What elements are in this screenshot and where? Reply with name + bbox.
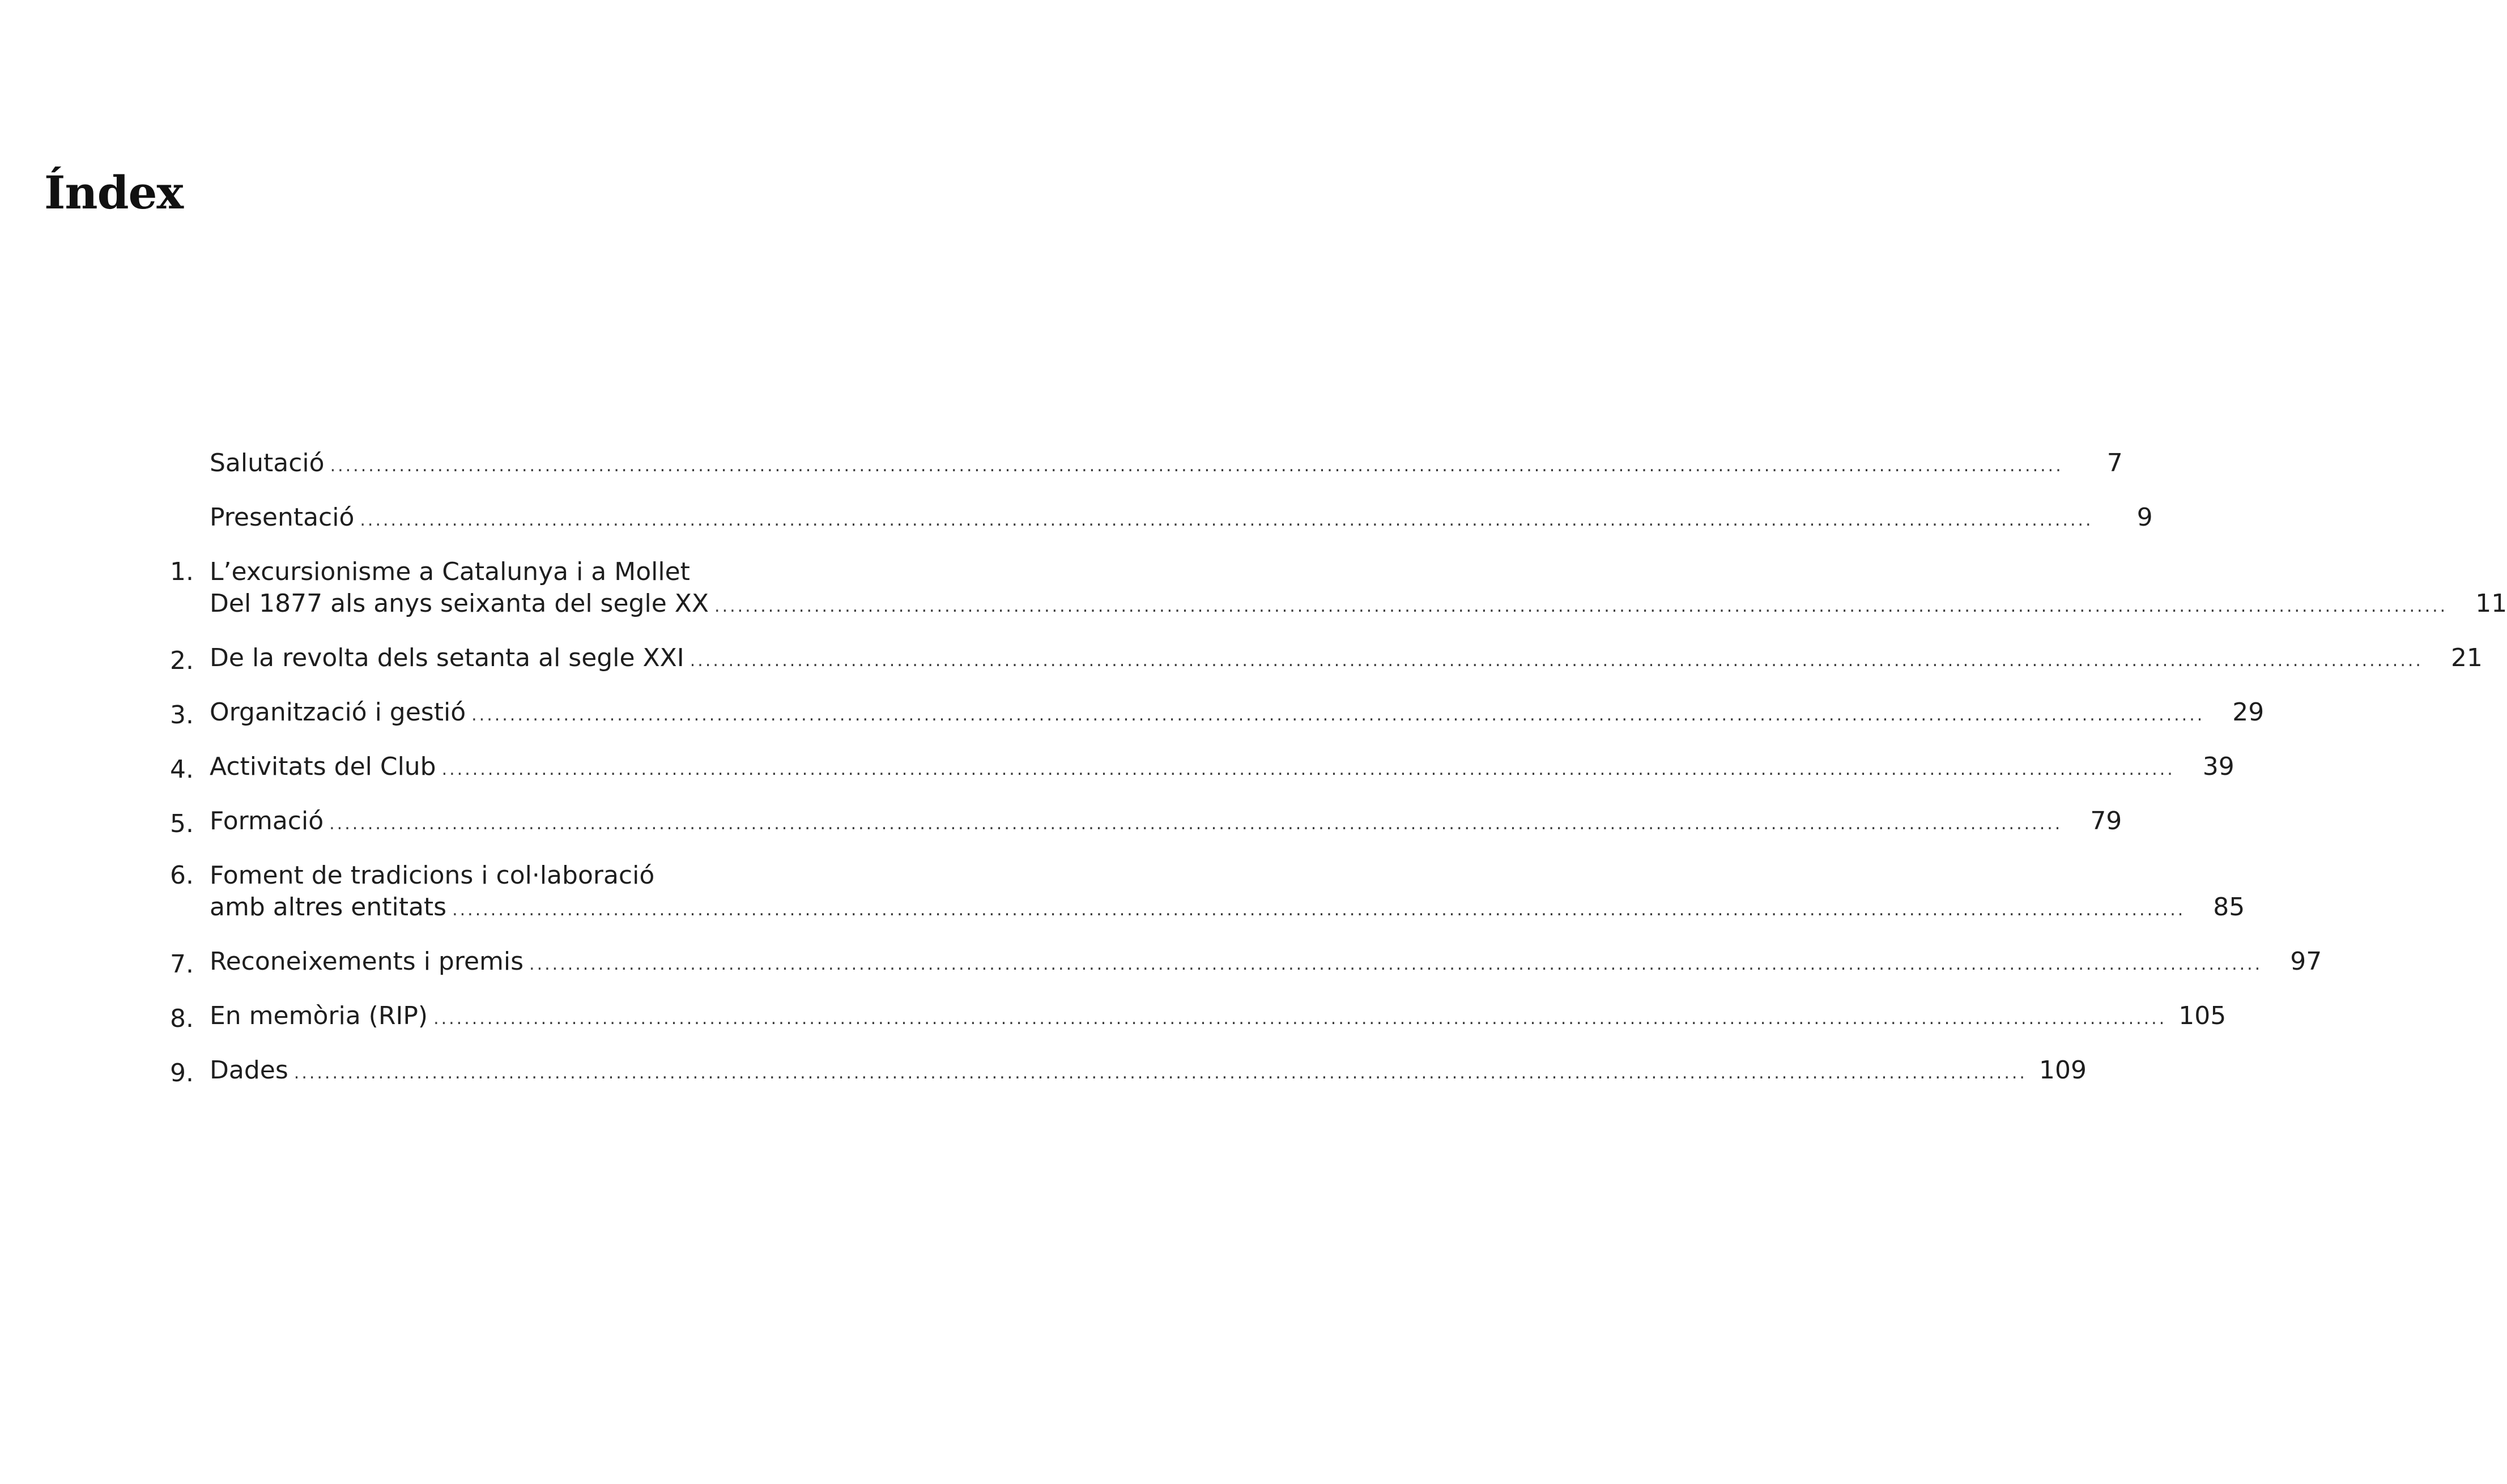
toc-entry-number: 6. — [170, 861, 194, 890]
toc-entry-chapter-6[interactable] — [170, 860, 2245, 926]
dot-leader — [690, 645, 2423, 677]
toc-page-number: 7 — [2106, 449, 2123, 477]
dot-leader — [529, 949, 2262, 980]
dot-leader — [714, 591, 2448, 622]
toc-entry-number: 7. — [170, 950, 194, 979]
toc-entry-number: 4. — [170, 755, 194, 784]
toc-page-number: 85 — [2213, 893, 2245, 922]
toc-entry-title: L’excursionisme a Catalunya i a Mollet — [210, 557, 690, 586]
toc-entry-title: Presentació — [210, 503, 355, 532]
toc-entry-title: Formació — [210, 807, 324, 835]
dot-leader — [330, 450, 2063, 482]
dot-leader — [471, 700, 2204, 731]
toc-entry-chapter-5[interactable] — [170, 805, 2122, 840]
toc-entry-number: 2. — [170, 646, 194, 675]
toc-page-number: 105 — [2178, 1001, 2227, 1030]
toc-page-number: 79 — [2090, 807, 2122, 835]
toc-page-number: 97 — [2290, 947, 2322, 976]
dot-leader — [433, 1003, 2167, 1035]
toc-entry-number: 3. — [170, 701, 194, 730]
toc-entry-chapter-3[interactable] — [170, 697, 2265, 731]
toc-page-number: 29 — [2232, 698, 2265, 727]
toc-page-number: 21 — [2450, 643, 2483, 672]
toc-entry-title-continued: amb altres entitats — [210, 893, 447, 922]
page-title: Índex — [44, 166, 184, 219]
toc-entry-chapter-2[interactable] — [170, 642, 2483, 677]
toc-entry-presentacio[interactable] — [170, 502, 2153, 536]
toc-entry-title: Foment de tradicions i col·laboració — [210, 861, 655, 890]
toc-entry-number: 1. — [170, 557, 194, 586]
toc-entry-chapter-4[interactable] — [170, 751, 2234, 786]
toc-entry-title: Activitats del Club — [210, 752, 436, 781]
toc-page-number: 109 — [2038, 1056, 2087, 1085]
table-of-contents — [170, 447, 2507, 1109]
dot-leader — [294, 1057, 2027, 1089]
toc-entry-title: Dades — [210, 1056, 288, 1085]
toc-entry-number: 5. — [170, 809, 194, 838]
toc-page-number: 9 — [2136, 503, 2153, 532]
toc-entry-chapter-7[interactable] — [170, 946, 2322, 980]
toc-entry-title: Organització i gestió — [210, 698, 466, 727]
dot-leader — [360, 505, 2093, 536]
toc-entry-title: En memòria (RIP) — [210, 1001, 428, 1030]
toc-entry-chapter-1[interactable] — [170, 556, 2507, 622]
toc-page-number: 39 — [2202, 752, 2234, 781]
toc-entry-title: Reconeixements i premis — [210, 947, 524, 976]
toc-entry-salutacio[interactable] — [170, 447, 2123, 482]
toc-entry-subtitle: Del 1877 als anys seixanta del segle XX — [210, 589, 709, 618]
toc-entry-number: 8. — [170, 1004, 194, 1033]
dot-leader — [329, 808, 2062, 840]
toc-entry-title: De la revolta dels setanta al segle XXI — [210, 643, 684, 672]
dot-leader — [452, 894, 2185, 926]
toc-entry-chapter-8[interactable] — [170, 1000, 2227, 1035]
toc-page-number: 11 — [2475, 589, 2507, 618]
toc-entry-number: 9. — [170, 1059, 194, 1088]
toc-entry-chapter-9[interactable] — [170, 1055, 2087, 1089]
toc-entry-title: Salutació — [210, 449, 325, 477]
dot-leader — [442, 754, 2175, 786]
